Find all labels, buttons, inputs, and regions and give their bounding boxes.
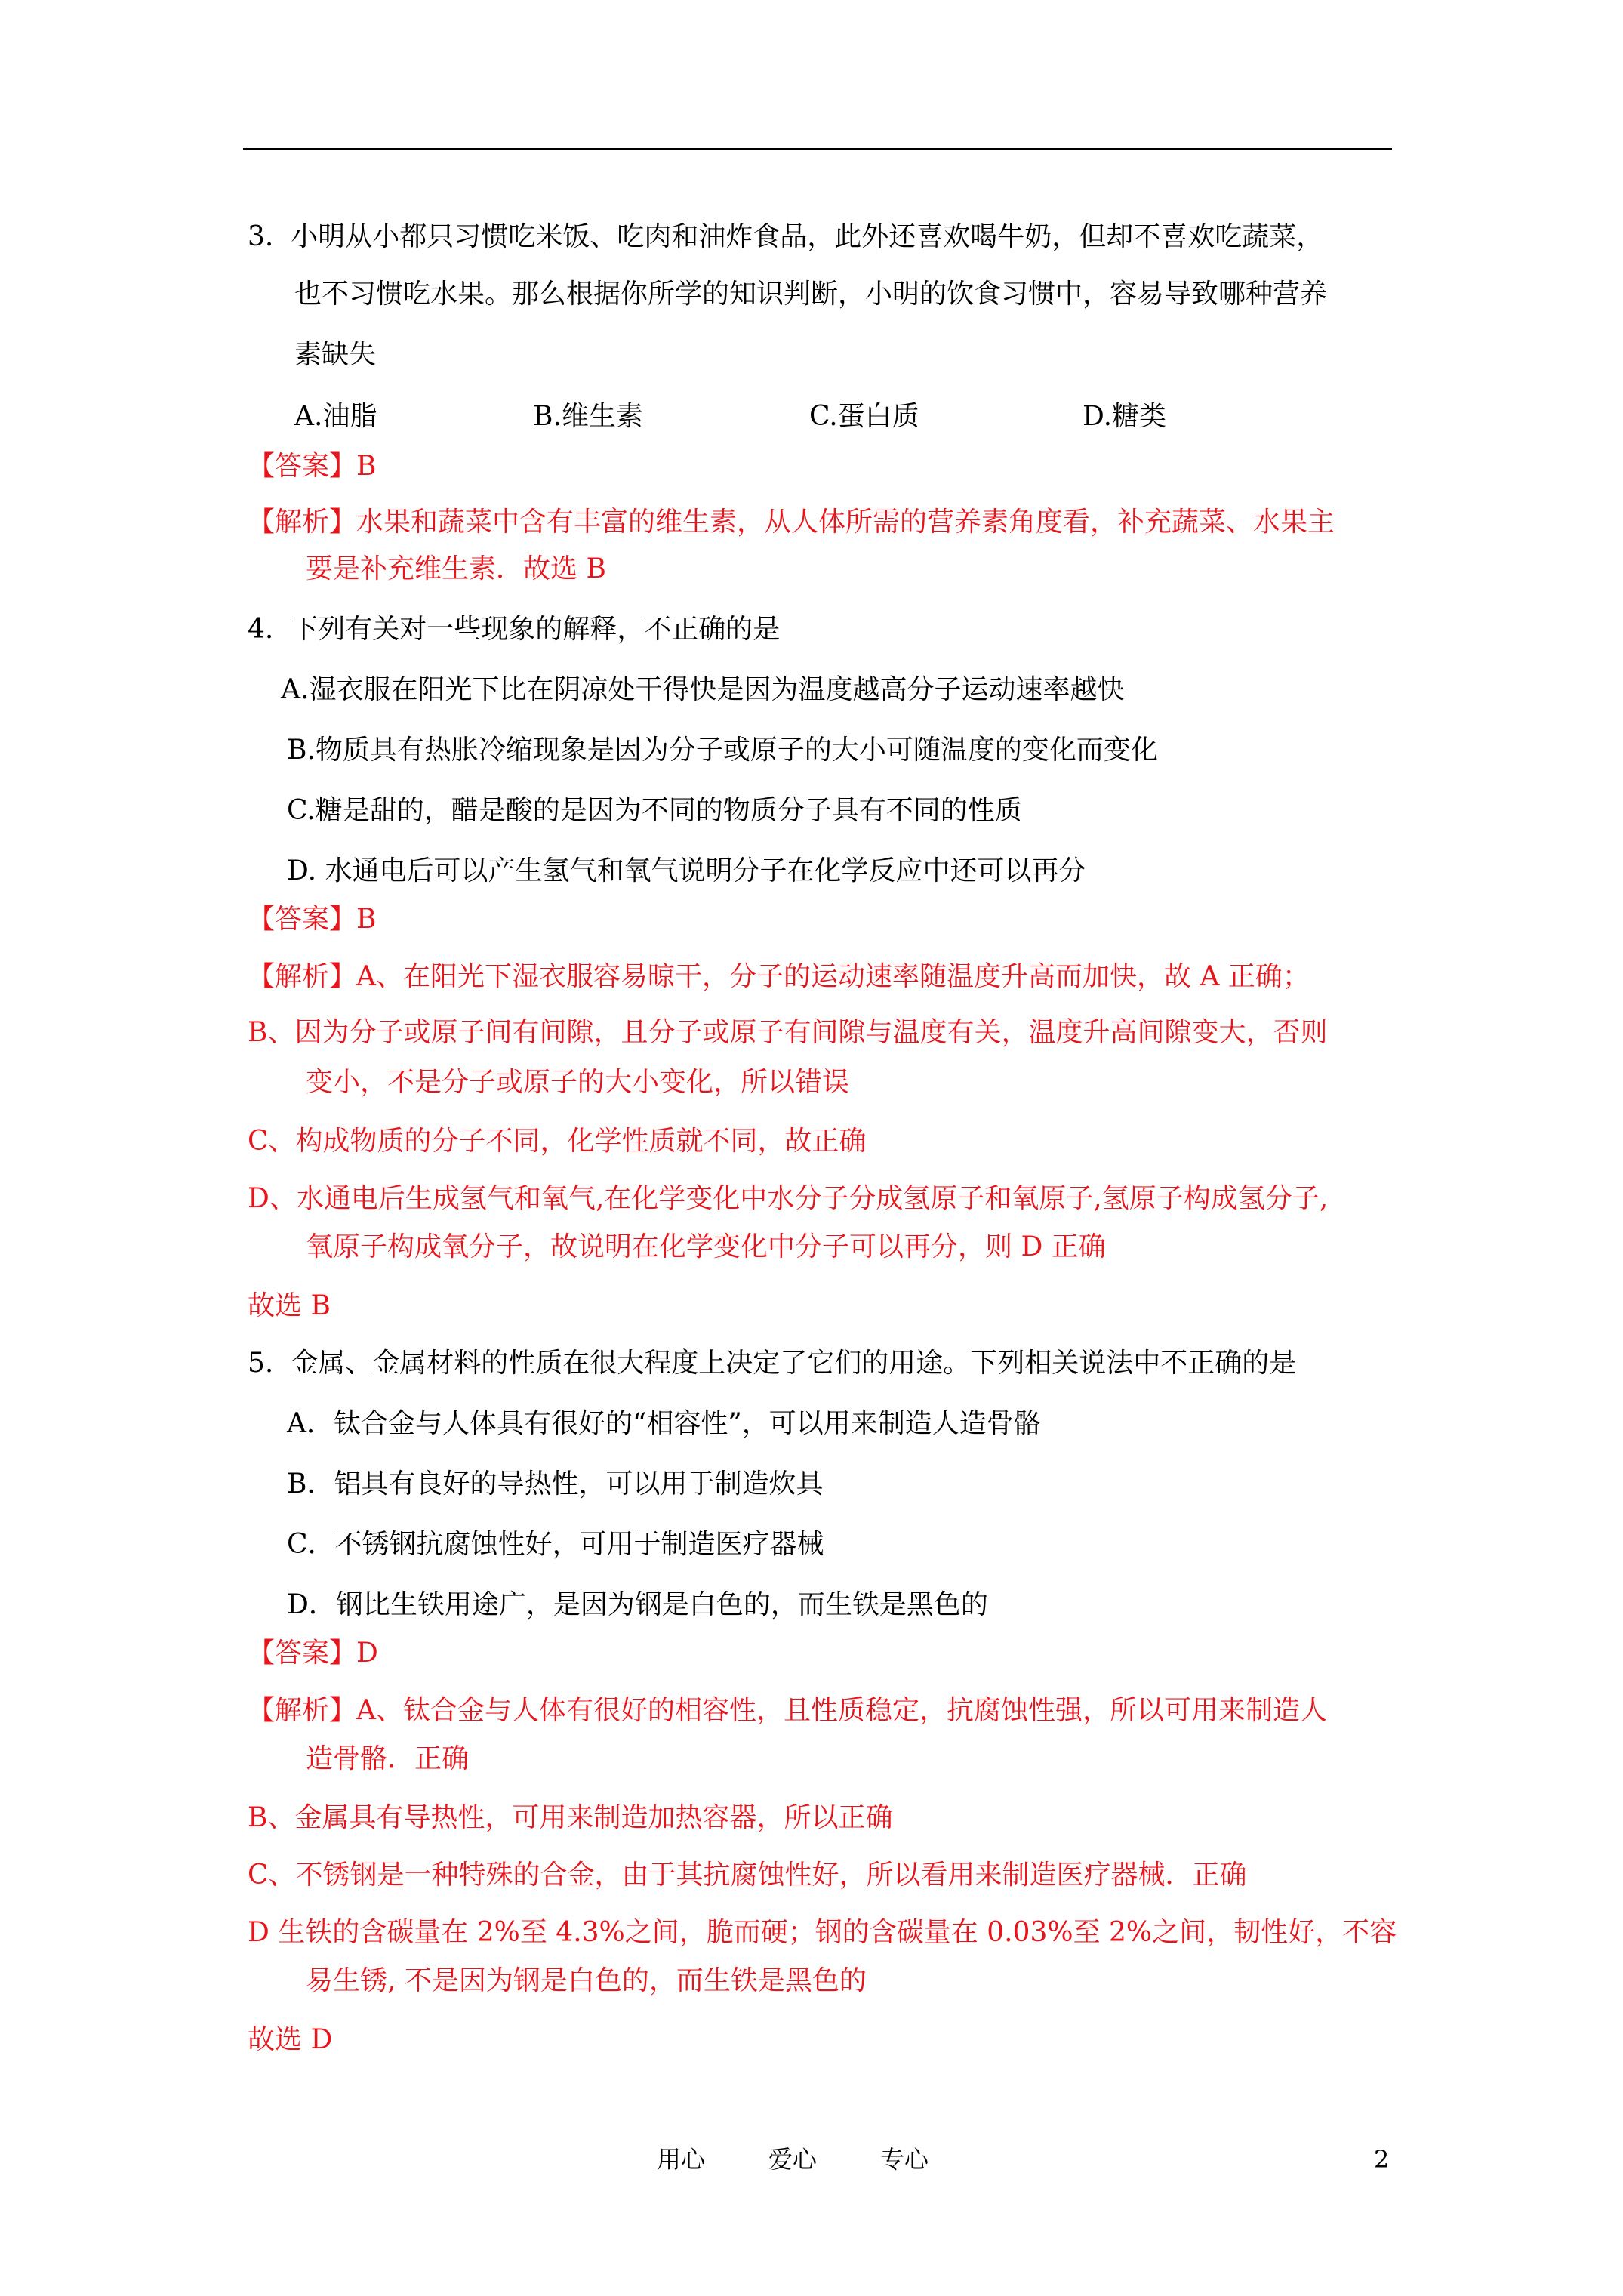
q4-analysis-d-line1: D、水通电后生成氢气和氧气,在化学变化中水分子分成氢原子和氧原子,氢原子构成氢分子, [248,1183,1329,1214]
q4-answer: 【答案】B [248,904,377,935]
q3-analysis-line1: 【解析】水果和蔬菜中含有丰富的维生素，从人体所需的营养素角度看，补充蔬菜、水果主 [248,507,1335,538]
q5-option-c: C．不锈钢抗腐蚀性好，可用于制造医疗器械 [287,1529,824,1560]
q5-analysis-c: C、不锈钢是一种特殊的合金，由于其抗腐蚀性好，所以看用来制造医疗器械．正确 [248,1860,1247,1891]
q4-analysis-d-line2: 氧原子构成氧分子，故说明在化学变化中分子可以再分，则 D 正确 [306,1231,1106,1262]
q5-answer: 【答案】D [248,1638,378,1669]
q4-analysis-a: 【解析】A、在阳光下湿衣服容易晾干，分子的运动速率随温度升高而加快，故 A 正确； [248,961,1310,992]
q5-analysis-a-line2: 造骨骼．正确 [306,1743,470,1774]
q3-option-b: B.维生素 [533,401,643,432]
q5-analysis-a-line1: 【解析】A、钛合金与人体有很好的相容性，且性质稳定，抗腐蚀性强，所以可用来制造人 [248,1695,1327,1726]
q4-stem: 4. 下列有关对一些现象的解释，不正确的是 [248,614,781,645]
footer-word-yongxin: 用心 [657,2145,706,2174]
q5-analysis-d-line2: 易生锈, 不是因为钢是白色的，而生铁是黑色的 [306,1965,867,1996]
q4-analysis-b-line2: 变小，不是分子或原子的大小变化，所以错误 [306,1067,850,1098]
q3-answer: 【答案】B [248,451,377,482]
q3-option-a: A.油脂 [294,401,377,432]
q3-option-d: D.糖类 [1083,401,1167,432]
q4-option-d: D. 水通电后可以产生氢气和氧气说明分子在化学反应中还可以再分 [287,855,1086,886]
q5-analysis-b: B、金属具有导热性，可用来制造加热容器，所以正确 [248,1802,893,1833]
q4-option-c: C.糖是甜的，醋是酸的是因为不同的物质分子具有不同的性质 [287,795,1022,826]
q5-option-b: B．铝具有良好的导热性，可以用于制造炊具 [287,1469,824,1499]
q5-conclusion: 故选 D [248,2024,333,2055]
q5-stem: 5. 金属、金属材料的性质在很大程度上决定了它们的用途。下列相关说法中不正确的是 [248,1348,1297,1379]
footer-word-zhuanxin: 专心 [880,2145,929,2174]
q3-stem-line1: 3. 小明从小都只习惯吃米饭、吃肉和油炸食品，此外还喜欢喝牛奶，但却不喜欢吃蔬菜， [248,221,1324,252]
page-number: 2 [1374,2145,1390,2174]
q4-analysis-b-line1: B、因为分子或原子间有间隙，且分子或原子有间隙与温度有关，温度升高间隙变大，否则 [248,1017,1328,1048]
q3-stem-line2: 也不习惯吃水果。那么根据你所学的知识判断，小明的饮食习惯中，容易导致哪种营养 [294,279,1328,310]
q3-option-c: C.蛋白质 [809,401,919,432]
footer-word-aixin: 爱心 [768,2145,818,2174]
q3-analysis-line2: 要是补充维生素．故选 B [306,553,606,584]
q5-option-a: A．钛合金与人体具有很好的“相容性”，可以用来制造人造骨骼 [287,1408,1041,1439]
q3-stem-line3: 素缺失 [294,339,377,370]
q4-analysis-c: C、构成物质的分子不同，化学性质就不同，故正确 [248,1126,867,1157]
q5-option-d: D．钢比生铁用途广，是因为钢是白色的，而生铁是黑色的 [287,1589,988,1620]
header-rule [243,148,1392,150]
q4-option-b: B.物质具有热胀冷缩现象是因为分子或原子的大小可随温度的变化而变化 [287,735,1158,766]
q4-option-a: A.湿衣服在阳光下比在阴凉处干得快是因为温度越高分子运动速率越快 [281,674,1125,705]
q4-conclusion: 故选 B [248,1290,331,1321]
q5-analysis-d-line1: D 生铁的含碳量在 2%至 4.3%之间，脆而硬；钢的含碳量在 0.03%至 2%之间，韧性好，不容 [248,1917,1397,1948]
